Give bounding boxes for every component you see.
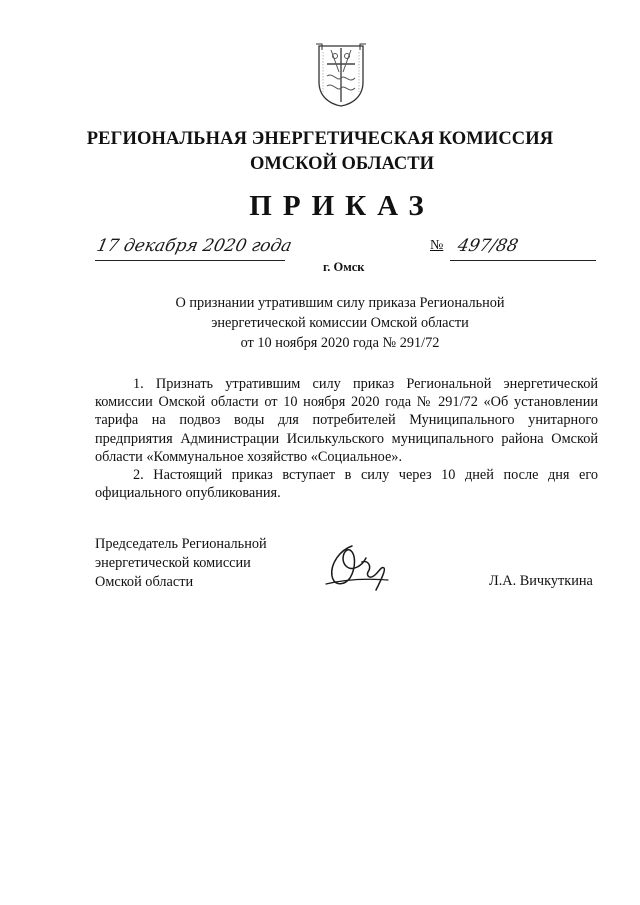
position-line: Омской области <box>95 574 194 590</box>
signatory-position <box>95 535 267 592</box>
number-label: № <box>430 238 444 253</box>
position-line: энергетической комиссии <box>95 555 251 571</box>
omsk-coat-of-arms-icon <box>313 42 369 108</box>
city: г. Омск <box>323 260 365 274</box>
subject-line: энергетической комиссии Омской области <box>211 315 469 331</box>
document-body <box>95 375 598 502</box>
organization-region: ОМСКОЙ ОБЛАСТИ <box>249 154 435 174</box>
body-paragraph-1: 1. Признать утратившим силу приказ Региональной энергетической комиссии Омской области от 10 ноября 2020 года № 291/72 «Об установлении тарифа на подвоз воды для потребителей Муниципального унитарного предприятия Администрации Исилькульского муниципального района Омской области «Коммунальное хозяйство «Социальное». <box>95 376 598 465</box>
handwritten-number: 497/88 <box>455 236 520 256</box>
handwritten-signature <box>322 540 394 594</box>
subject-line: от 10 ноября 2020 года № 291/72 <box>240 335 440 351</box>
document-type-title: ПРИКАЗ <box>249 190 435 222</box>
date-field <box>94 236 294 261</box>
handwritten-date: 17 декабря 2020 года <box>94 236 294 256</box>
number-field <box>450 238 596 261</box>
organization-name: РЕГИОНАЛЬНАЯ ЭНЕРГЕТИЧЕСКАЯ КОМИССИЯ <box>86 129 554 149</box>
signatory-name: Л.А. Вичкуткина <box>489 573 593 589</box>
position-line: Председатель Региональной <box>95 536 267 552</box>
subject-line: О признании утратившим силу приказа Региональной <box>175 295 505 311</box>
body-paragraph-2: 2. Настоящий приказ вступает в силу через 10 дней после дня его официального опубликования. <box>95 467 598 502</box>
document-subject <box>0 293 640 353</box>
